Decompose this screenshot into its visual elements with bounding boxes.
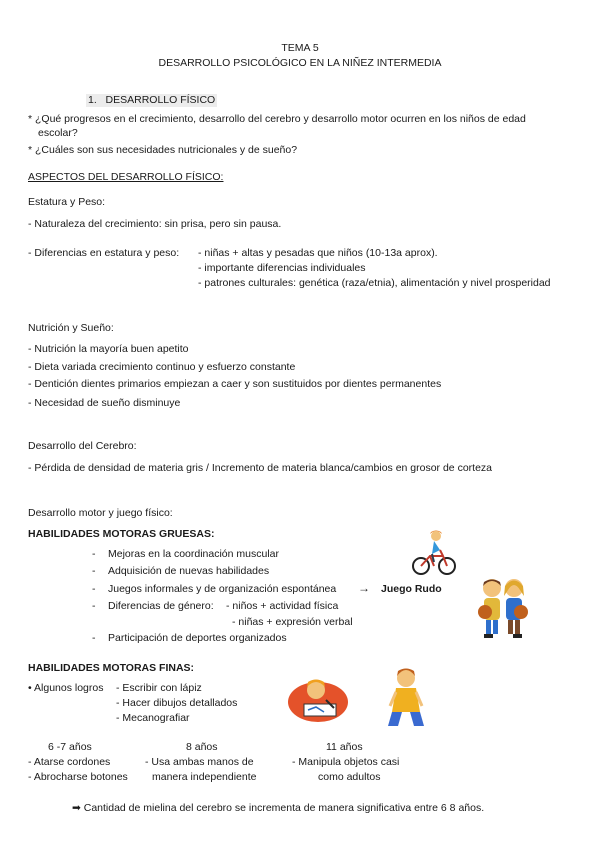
sitting-kid-illustration	[384, 666, 428, 732]
gruesas-heading: HABILIDADES MOTORAS GRUESAS:	[28, 528, 215, 540]
footer-note-text: Cantidad de mielina del cerebro se incrementa de manera significativa entre 6 8 años.	[83, 802, 485, 814]
logro-1: - Escribir con lápiz	[116, 682, 202, 694]
diferencias-item-1: - niñas + altas y pesadas que niños (10-13a aprox).	[198, 247, 438, 259]
question-1: * ¿Qué progresos en el crecimiento, desarrollo del cerebro y desarrollo motor ocurren en los niños de edad	[28, 113, 526, 125]
nutricion-item-2: - Dieta variada crecimiento continuo y esfuerzo constante	[28, 361, 296, 373]
age-col1-line1: - Atarse cordones	[28, 756, 111, 768]
cerebro-item: - Pérdida de densidad de materia gris / Incremento de materia blanca/cambios en grosor de corteza	[28, 462, 492, 474]
tema-label: TEMA 5	[281, 42, 319, 54]
age-col1-line2: - Abrocharse botones	[28, 771, 128, 783]
age-col2-line2: manera independiente	[152, 771, 257, 783]
section-heading	[86, 94, 217, 107]
diferencias-item-2: - importante diferencias individuales	[198, 262, 366, 274]
logro-2: - Hacer dibujos detallados	[116, 697, 238, 709]
finas-heading: HABILIDADES MOTORAS FINAS:	[28, 662, 195, 674]
age-col3-line2: como adultos	[318, 771, 381, 783]
page-title: DESARROLLO PSICOLÓGICO EN LA NIÑEZ INTERMEDIA	[158, 57, 442, 69]
motor-heading: Desarrollo motor y juego físico:	[28, 507, 173, 519]
estatura-heading: Estatura y Peso:	[28, 196, 106, 208]
question-2: * ¿Cuáles son sus necesidades nutricionales y de sueño?	[28, 144, 298, 156]
diferencias-item-3: - patrones culturales: genética (raza/etnia), alimentación y nivel prosperidad	[198, 277, 551, 289]
gruesas-item-2: Adquisición de nuevas habilidades	[108, 565, 270, 577]
aspects-heading: ASPECTOS DEL DESARROLLO FÍSICO:	[28, 171, 224, 183]
gruesas-item-1: Mejoras en la coordinación muscular	[108, 548, 279, 560]
nutricion-item-1: - Nutrición la mayoría buen apetito	[28, 343, 189, 355]
footer-note	[72, 802, 484, 815]
diferencias-label: - Diferencias en estatura y peso:	[28, 247, 180, 259]
gruesas-item-4: Diferencias de género:	[108, 600, 214, 612]
gruesas-item-5: Participación de deportes organizados	[108, 632, 287, 644]
age-col1-title: 6 -7 años	[48, 741, 92, 753]
logro-3: - Mecanografiar	[116, 712, 190, 724]
kids-ball-illustration	[476, 576, 530, 640]
question-1-cont: escolar?	[38, 127, 78, 139]
age-col2-line1: - Usa ambas manos de	[145, 756, 254, 768]
section-number: 1.	[88, 94, 97, 106]
drawing-kid-illustration	[286, 672, 350, 724]
arrow-glyph: →	[358, 581, 370, 595]
arrow-right-icon: ➡	[72, 802, 81, 814]
nutricion-item-4: - Necesidad de sueño disminuye	[28, 397, 181, 409]
gruesas-item-3: Juegos informales y de organización espontánea	[108, 583, 337, 595]
nutricion-item-3: - Dentición dientes primarios empiezan a caer y son sustituidos por dientes permanentes	[28, 378, 442, 390]
logros-label: • Algunos logros	[28, 682, 104, 694]
bicycle-kid-illustration	[410, 528, 458, 576]
age-col3-line1: - Manipula objetos casi	[292, 756, 400, 768]
juego-rudo-label: Juego Rudo	[381, 583, 442, 595]
section-title: DESARROLLO FÍSICO	[105, 94, 216, 106]
genero-ninos: - niños + actividad física	[226, 600, 339, 612]
cerebro-heading: Desarrollo del Cerebro:	[28, 440, 137, 452]
genero-ninas: - niñas + expresión verbal	[232, 616, 353, 628]
naturaleza-text: - Naturaleza del crecimiento: sin prisa, pero sin pausa.	[28, 218, 282, 230]
age-col2-title: 8 años	[186, 741, 218, 753]
age-col3-title: 11 años	[326, 741, 363, 753]
nutricion-heading: Nutrición y Sueño:	[28, 322, 114, 334]
